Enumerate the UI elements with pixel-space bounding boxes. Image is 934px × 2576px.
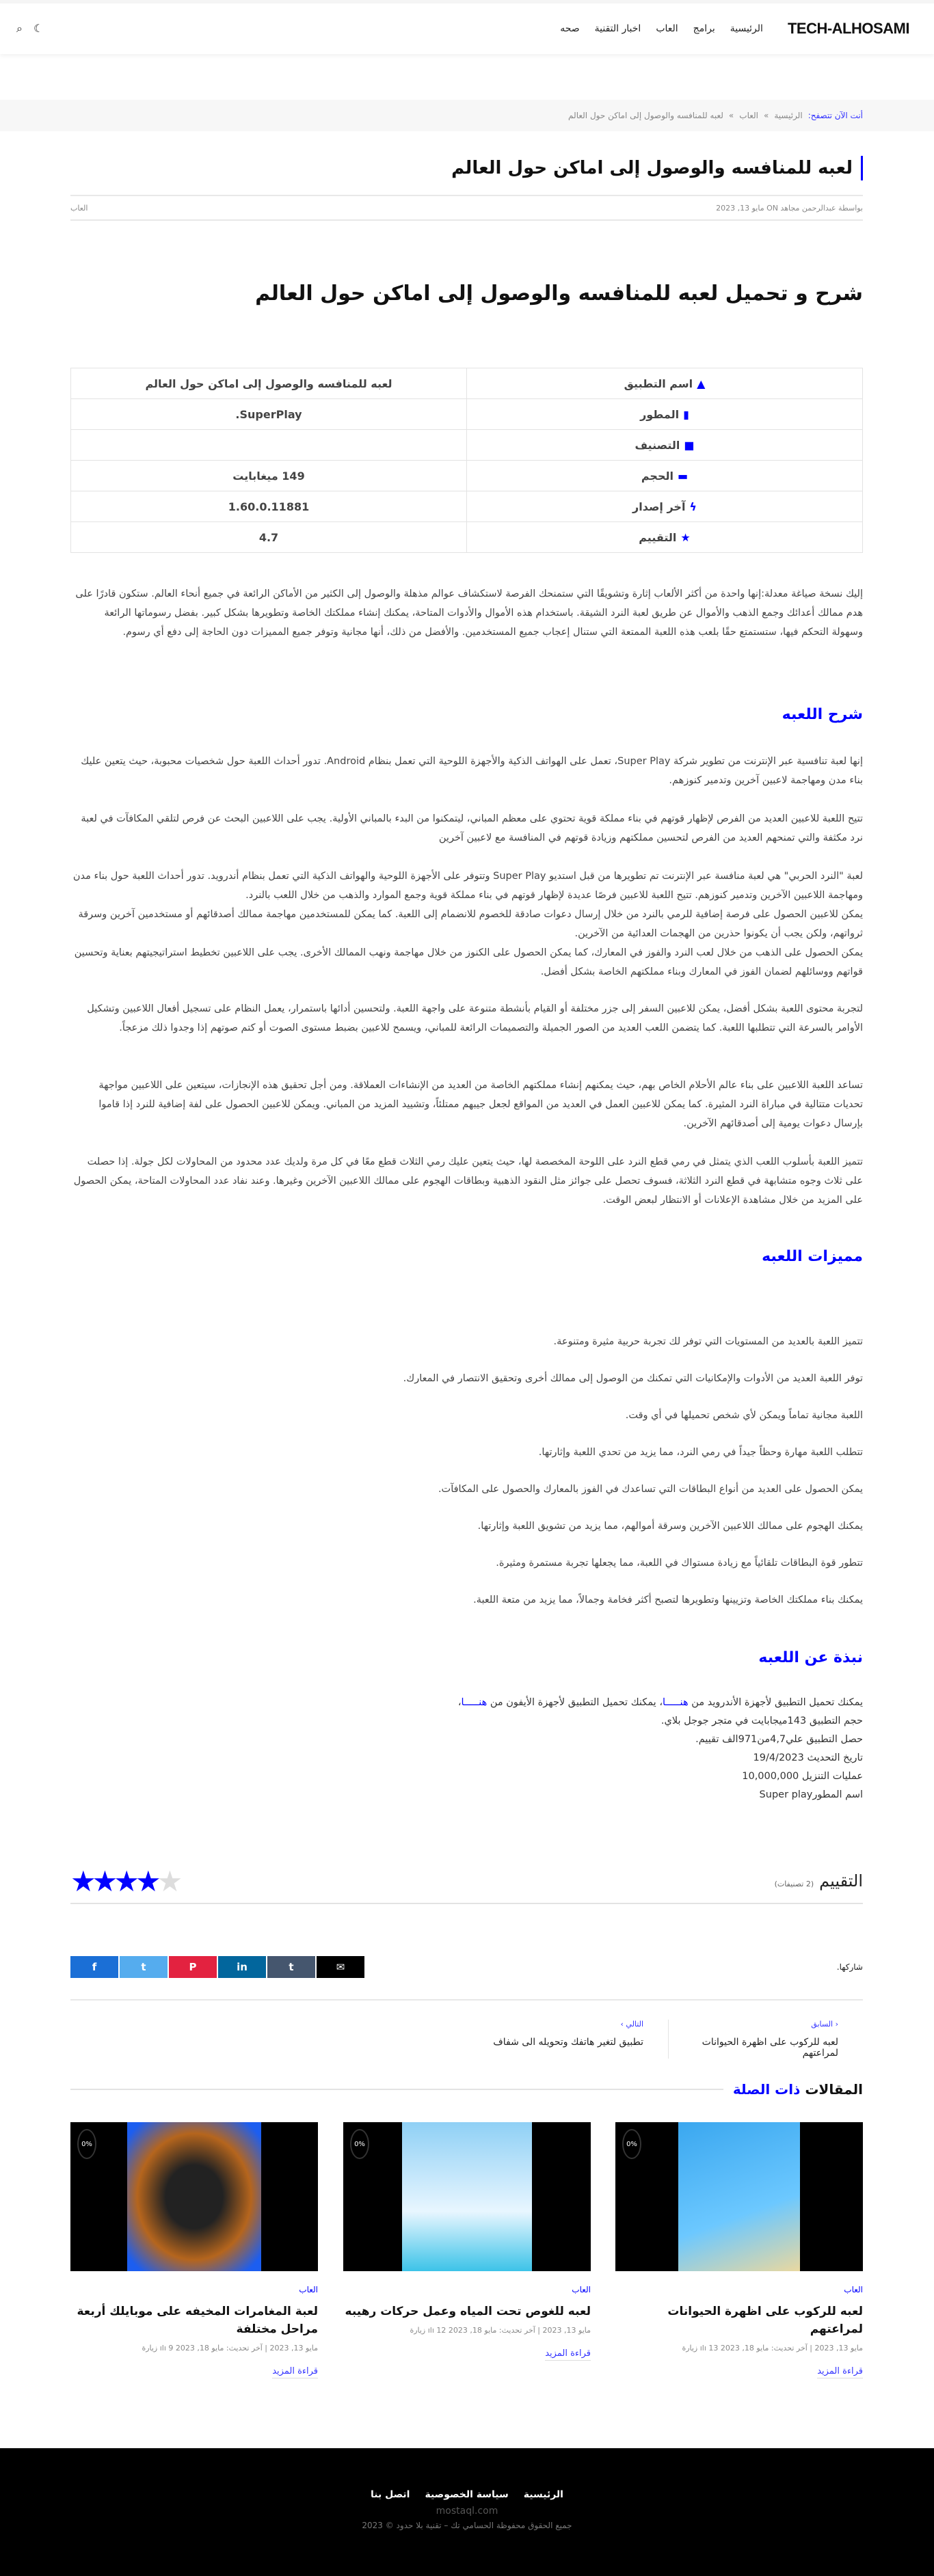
rating-count: (2 تصنيفات) — [774, 1880, 814, 1888]
row-value: 4.7 — [71, 522, 467, 553]
android-download-link[interactable]: هنـــــا — [663, 1697, 689, 1708]
article-title: لعبه للمنافسه والوصول إلى اماكن حول العالم — [70, 156, 863, 180]
rating-star-icon[interactable]: ★ — [92, 1864, 114, 1898]
explain-paragraph: تتيح اللعبة للاعبين العديد من الفرص لإظهار قوتهم في بناء مملكة قوية تحتوي على معظم المباني، ليتمكنوا من البدء بالمباني الأولية. يجب على اللاعبين البحث عن فرص لتلقي المكافآت في لعبة نرد مكثفة والتي تمنحهم العديد من الفرص لتحسين مملكتهم وزيادة قوتهم في المنافسة مع لاعبين آخرين — [81, 813, 863, 843]
row-value: 1.60.0.11881 — [71, 491, 467, 522]
share-label: شاركها. — [836, 1962, 863, 1972]
row-label: التصنيف — [635, 438, 680, 452]
explain-paragraph: تتميز اللعبة بأسلوب اللعب الذي يتمثل في رمي قطع النرد على اللوحة المخصصة لها، حيث يتعين عليك رمي الثلاث قطع معًا في كل مرة ولديك عدد محدود من المحاولات لكل جولة. إذا حصلت على ثلاث وجوه متشابهة في قطع النرد الثلاثة، فسوف تحصل على جوائز مثل النقود الذهبية وبطاقات الهجوم على ممالك اللاعبين الآخرين وغيرها. وعند نفاد عدد المحاولات المتاحة، يمكن الحصول على المزيد من خلال مشاهدة الإعلانات أو الانتظار لبعض الوقت. — [73, 1156, 863, 1206]
card-image[interactable] — [615, 2122, 863, 2271]
hdd-icon: ▬ — [677, 469, 689, 483]
list-item: يمكنك الهجوم على ممالك اللاعبين الآخرين وسرقة أموالهم، مما يزيد من تشويق اللعبة وإثارتها. — [477, 1521, 863, 1532]
read-more-link[interactable]: قراءة المزيد — [817, 2366, 863, 2378]
watermark: mostaql.com — [436, 2506, 498, 2517]
post-navigation — [70, 2020, 863, 2059]
card-meta: مايو 13, 2023 | آخر تحديث: مايو 18, 2023 ılı 12 زيارة — [410, 2326, 591, 2335]
rating-star-icon[interactable]: ★ — [157, 1864, 179, 1898]
explain-paragraph: إنها لعبة تنافسية عبر الإنترنت من تطوير شركة Super Play، تعمل على الهواتف الذكية والأجهزة اللوحية التي تعمل بنظام Android. تدور أحداث اللعبة حول شخصيات محبوبة، حيث يتعين عليك بناء مدن ومهاجمة لاعبين آخرين وتدمير كنوزهم. — [81, 756, 863, 786]
table-row — [71, 368, 863, 399]
site-logo[interactable]: TECH-ALHOSAMI — [787, 20, 909, 37]
card-image[interactable] — [343, 2122, 591, 2271]
card-meta: مايو 13, 2023 | آخر تحديث: مايو 18, 2023 ılı 13 زيارة — [682, 2344, 863, 2353]
row-label: آخر إصدار — [632, 500, 686, 513]
copyright: جميع الحقوق محفوظة الحسامي تك – تقنية بلا حدود © 2023 — [362, 2521, 572, 2530]
pinterest-share-button[interactable]: P — [169, 1956, 217, 1978]
list-item: تتميز اللعبة بالعديد من المستويات التي توفر لك تجربة حربية مثيرة ومتنوعة. — [553, 1336, 863, 1347]
explain-paragraph: لتجربة محتوى اللعبة بشكل أفضل، يمكن للاعبين السفر إلى جزر مختلفة أو القيام بأنشطة متنوعة على واجهة اللعبة. ولتحسين أدائها باستمرار، يعمل النظام على تسجيل أفعال اللاعبين وتشكيل الأوامر بالسرعة التي تتطلبها اللعبة. كما يتضمن اللعب العديد من الصور الجميلة والتصميمات الرائعة للمباني، ويسمح للاعبين بضبط مستوى الصوت أو كتم صوتهم إذا وجدوا ذلك مزعجاً. — [87, 1003, 863, 1033]
tumblr-share-button[interactable]: t — [267, 1956, 315, 1978]
nav-programs[interactable]: برامج — [693, 23, 715, 34]
section-title-features: مميزات اللعبه — [762, 1248, 863, 1265]
linkedin-share-button[interactable]: in — [218, 1956, 266, 1978]
site-header — [0, 3, 934, 54]
table-row — [71, 399, 863, 430]
rating-box — [70, 1859, 863, 1904]
related-title: المقالات ذات الصلة — [732, 2081, 863, 2098]
section-title-explain: شرح اللعبه — [782, 706, 863, 723]
table-row — [71, 461, 863, 491]
list-item: يمكن الحصول على العديد من أنواع البطاقات التي تساعدك في الفوز بالمعارك والحصول على المكافآت. — [438, 1484, 863, 1495]
table-row — [71, 522, 863, 553]
table-row — [71, 491, 863, 522]
next-post[interactable] — [473, 2020, 668, 2059]
card-title[interactable]: لعبة المغامرات المخيفه على موبايلك أربعة مراحل مختلفة — [77, 2305, 318, 2336]
nav-health[interactable]: صحه — [560, 23, 580, 34]
table-row — [71, 430, 863, 461]
ios-download-link[interactable]: هنـــــا — [461, 1697, 488, 1708]
next-label: التالي › — [620, 2020, 643, 2029]
row-label: اسم التطبيق — [624, 377, 693, 390]
footer-link-contact[interactable]: اتصل بنا — [371, 2489, 410, 2500]
developer-name: Super play — [759, 1789, 813, 1800]
progress-badge: 0% — [622, 2129, 641, 2159]
intro-paragraph: إليك نسخة صياغة معدلة:إنها واحدة من أكثر الألعاب إثارة وتشويقًا التي ستمنحك الفرصة لاستكشاف عوالم مذهلة والوصول إلى الكثير من الأماكن الرائعة في جميع أنحاء العالم. ستكون قادرًا على هدم ممالك أعدائك وجمع الذهب والأموال عن طريق لعبة النرد الشيقة. باستخدام هذه الأموال والأدوات المتاحة، يمكنك إنشاء مملكتك الخاصة وتطويرها بشكل كبير. بفضل رسوماتها الرائعة وسهولة التحكم فيها، ستستمتع حقًا بلعب هذه اللعبة الممتعة التي ستنال إعجاب جميع المستخدمين. والأفضل من ذلك، أنها مجانية وتوفر جميع المميزات دون الحاجة إلى دفع أي رسوم. — [75, 588, 863, 638]
row-value — [71, 430, 467, 461]
row-label: الحجم — [641, 469, 673, 483]
site-footer — [0, 2448, 934, 2576]
share-bar — [70, 1955, 863, 1979]
read-more-link[interactable]: قراءة المزيد — [545, 2348, 591, 2361]
about-line: عمليات التنزيل 10,000,000 — [742, 1771, 863, 1782]
breadcrumb-sep: » — [764, 111, 769, 120]
nav-tech-news[interactable]: اخبار التقنية — [594, 23, 641, 34]
features-list — [70, 1336, 863, 1631]
prev-title: لعبه للركوب على اظهرة الحيوانات لمراعتهم — [702, 2037, 838, 2059]
breadcrumb — [0, 100, 934, 131]
related-card — [70, 2122, 318, 2378]
card-title[interactable]: لعبه للغوص تحت المياه وعمل حركات رهيبه — [345, 2305, 591, 2318]
about-line: تاريخ التحديث 19/4/2023 — [753, 1752, 863, 1763]
rating-star-icon[interactable]: ★ — [135, 1864, 157, 1898]
developer-label: اسم المطور — [812, 1789, 863, 1800]
bolt-icon: ϟ — [689, 500, 697, 513]
about-text: ، — [457, 1697, 462, 1708]
star-icon: ★ — [680, 530, 691, 544]
about-text: يمكنك تحميل التطبيق لأجهزة الأندرويد من — [688, 1697, 863, 1708]
row-label: التقييم — [639, 530, 677, 544]
about-line: حجم التطبيق 143ميجابايت في متجر جوجل بلاي. — [661, 1716, 863, 1726]
card-category[interactable]: العاب — [299, 2285, 318, 2294]
email-share-button[interactable]: ✉ — [317, 1956, 364, 1978]
explain-paragraph: تساعد اللعبة اللاعبين على بناء عالم الأحلام الخاص بهم، حيث يمكنهم إنشاء مملكتهم الخاصة من العديد من الإنشاءات العملاقة. ومن أجل تحقيق هذه الإنجازات، سيتعين على اللاعبين مواجهة تحديات متتالية في مباراة النرد المثيرة. كما يمكن للاعبين العمل في العديد من المواقع لجعل جيبهم ممتلئاً، وتشييد المزيد من المباني. ويمكن للاعبين الحصول على لفة إضافية للنرد إذا قاموا بإرسال دعوات يومية إلى أصدقائهم الآخرين. — [98, 1080, 863, 1129]
about-block — [70, 1694, 863, 1804]
row-value: SuperPlay. — [71, 399, 467, 430]
content-heading: شرح و تحميل لعبه للمنافسه والوصول إلى اماكن حول العالم — [255, 282, 863, 306]
prev-label: ‹ السابق — [811, 2020, 838, 2029]
rating-star-icon[interactable]: ★ — [114, 1864, 135, 1898]
row-label: المطور — [640, 407, 680, 421]
search-icon[interactable]: ⌕ — [16, 22, 23, 35]
article-category[interactable]: العاب — [70, 203, 88, 213]
prev-post[interactable] — [668, 2020, 863, 2059]
dark-mode-moon-icon[interactable]: ☾ — [33, 22, 44, 35]
main-nav — [560, 23, 763, 34]
android-icon: ▲ — [697, 377, 706, 390]
app-info-table — [70, 368, 863, 553]
breadcrumb-games[interactable]: العاب — [739, 111, 758, 120]
twitter-share-button[interactable]: t — [120, 1956, 168, 1978]
rating-star-icon[interactable]: ★ — [70, 1864, 92, 1898]
facebook-share-button[interactable]: f — [70, 1956, 118, 1978]
related-header — [70, 2081, 863, 2098]
read-more-link[interactable]: قراءة المزيد — [272, 2366, 318, 2378]
breadcrumb-sep: » — [728, 111, 734, 120]
card-category[interactable]: العاب — [572, 2285, 591, 2294]
folder-icon: ■ — [684, 438, 695, 452]
progress-badge: 0% — [350, 2129, 369, 2159]
breadcrumb-current: لعبه للمنافسه والوصول إلى اماكن حول العالم — [568, 111, 723, 120]
author-date: بواسطة عبدالرحمن مجاهد ON مايو 13, 2023 — [716, 203, 863, 213]
list-item: تتطلب اللعبة مهارة وحظاً جيداً في رمي النرد، مما يزيد من تحدي اللعبة وإثارتها. — [538, 1447, 863, 1458]
related-card — [343, 2122, 591, 2361]
explain-paragraph: لعبة "النرد الحربي" هي لعبة منافسة عبر الإنترنت تم تطويرها من قبل استديو Super Play وتتوفر على الأجهزة اللوحية والهواتف الذكية التي تعمل بنظام أندرويد. تدور أحداث اللعبة حول بناء مدن ومهاجمة اللاعبين الآخرين وتدمير كنوزهم. تتيح اللعبة للاعبين فرصًا عديدة لإظهار قوتهم في بناء مملكة قوية وجمع الموارد والذهب من خلال اللعب بالنرد. يمكن للاعبين الحصول على فرصة إضافية للرمي بالنرد من خلال إرسال دعوات صادقة للخصوم للانضمام إلى اللعبة. كما يمكن للمستخدمين مهاجمة ممالك أصدقائهم أو مستخدمين آخرين وسرقة ثرواتهم، ولكن يجب أن يكونوا حذرين من الهجمات العدائية من الآخرين. يمكن الحصول على الذهب من خلال لعب النرد والفوز في المعارك، كما يمكن الحصول على الكنوز من خلال مهاجمة ونهب الممالك الأخرى. يجب على اللاعبين تخطيط استراتيجيتهم بعناية وتحسين قواتهم ووسائلهم لضمان الفوز في المعارك وبناء مملكتهم الخاصة بشكل أفضل. — [72, 871, 863, 977]
section-title-about: نبذة عن اللعبه — [758, 1649, 863, 1666]
row-value: 149 ميغابايت — [71, 461, 467, 491]
nav-games[interactable]: العاب — [656, 23, 678, 34]
list-item: توفر اللعبة العديد من الأدوات والإمكانيات التي تمكنك من الوصول إلى ممالك أخرى وتحقيق الانتصار في المعارك. — [403, 1373, 863, 1384]
card-category[interactable]: العاب — [844, 2285, 863, 2294]
footer-link-home[interactable]: الرئيسية — [523, 2489, 563, 2500]
footer-link-privacy[interactable]: سياسة الخصوصية — [425, 2489, 509, 2500]
row-value: لعبه للمنافسه والوصول إلى اماكن حول العالم — [71, 368, 467, 399]
article-meta — [70, 195, 863, 221]
about-line: حصل التطبيق علي4,7من971الف تقييم. — [695, 1734, 863, 1745]
progress-badge: 0% — [77, 2129, 96, 2159]
nav-home[interactable]: الرئيسية — [730, 23, 763, 34]
rating-stars[interactable] — [70, 1865, 178, 1898]
next-title: تطبيق لتغير هاتفك وتحويله الى شفاف — [493, 2037, 643, 2048]
card-title[interactable]: لعبه للركوب على اظهرة الحيوانات لمراعتهم — [667, 2305, 863, 2336]
list-item: تتطور قوة البطاقات تلقائياً مع زيادة مستواك في اللعبة، مما يجعلها تجربة مستمرة ومثيرة. — [496, 1558, 863, 1569]
list-item: يمكنك بناء مملكتك الخاصة وتزيينها وتطويرها لتصبح أكثر فخامة وجمالاً، مما يزيد من متعة اللعبة. — [473, 1595, 863, 1605]
about-text: ، يمكنك تحميل التطبيق لأجهزة الأيفون من — [487, 1697, 663, 1708]
list-item: اللعبة مجانية تماماً ويمكن لأي شخص تحميلها في أي وقت. — [625, 1410, 863, 1421]
building-icon: ▮ — [683, 407, 689, 421]
breadcrumb-home[interactable]: الرئيسية — [774, 111, 803, 120]
breadcrumb-lead: أنت الآن تتصفح: — [808, 111, 863, 120]
rating-label: التقييم — [819, 1871, 863, 1890]
divider — [70, 1999, 863, 2001]
card-meta: مايو 13, 2023 | آخر تحديث: مايو 18, 2023 ılı 9 زيارة — [142, 2344, 318, 2353]
card-image[interactable] — [70, 2122, 318, 2271]
related-card — [615, 2122, 863, 2378]
